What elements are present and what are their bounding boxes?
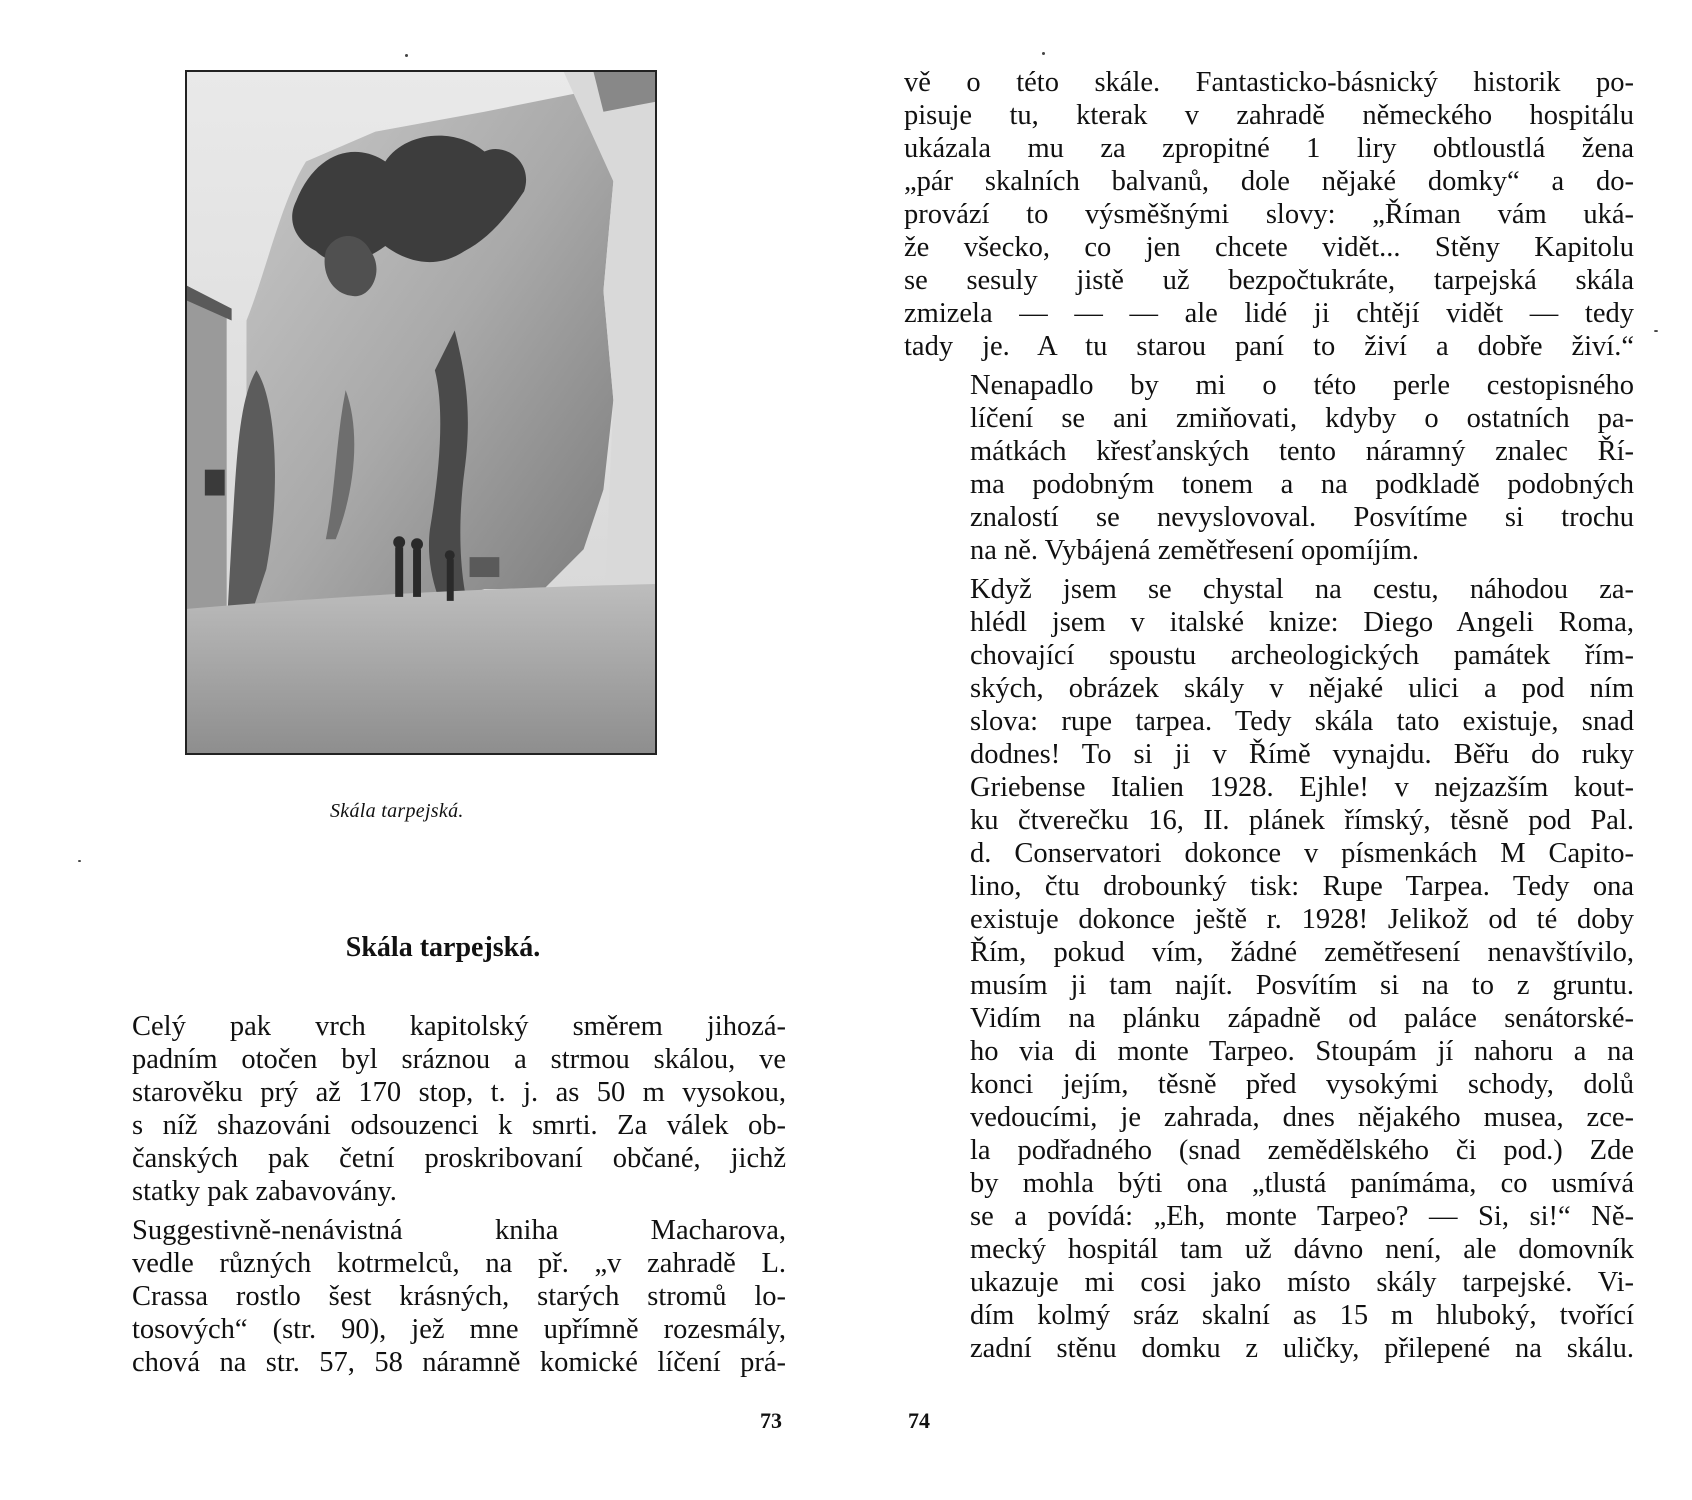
- text-line: chová na str. 57, 58 náramně komické líčení prá-: [132, 1347, 786, 1378]
- text-line: mátkách křesťanských tento náramný znalec Ří-: [970, 436, 1634, 467]
- text-line: tosových“ (str. 90), jež mne upřímně rozesmály,: [132, 1314, 786, 1345]
- text-line: Celý pak vrch kapitolský směrem jihozá-: [132, 1011, 786, 1042]
- text-line: lino, čtu drobounký tisk: Rupe Tarpea. Tedy ona: [970, 871, 1634, 902]
- text-line: slova: rupe tarpea. Tedy skála tato existuje, snad: [970, 706, 1634, 737]
- text-line: ma podobným tonem a na podkladě podobných: [970, 469, 1634, 500]
- paragraph: [66, 1214, 786, 1379]
- tarpeian-rock-image: [187, 72, 655, 753]
- text-line: starověku prý až 170 stop, t. j. as 50 m vysokou,: [132, 1077, 786, 1108]
- text-line: vedle různých kotrmelců, na př. „v zahradě L.: [132, 1248, 786, 1279]
- text-line: Vidím na plánku západně od paláce senátorské-: [970, 1003, 1634, 1034]
- photo-caption: Skála tarpejská.: [330, 800, 464, 822]
- text-line: ku čtverečku 16, II. plánek římský, těsně pod Pal.: [970, 805, 1634, 836]
- text-line: vě o této skále. Fantasticko-básnický historik po-: [904, 67, 1634, 98]
- print-speck: [1042, 52, 1045, 55]
- print-speck: [405, 54, 408, 57]
- text-line: zmizela — — — ale lidé ji chtějí vidět — tedy: [904, 298, 1634, 329]
- page-number: 74: [908, 1408, 930, 1433]
- section-heading: Skála tarpejská.: [345, 932, 541, 963]
- paragraph: [66, 1010, 786, 1208]
- text-line: provází to výsměšnými slovy: „Říman vám uká-: [904, 199, 1634, 230]
- text-line: konci jejím, těsně před vysokými schody, dolů: [970, 1069, 1634, 1100]
- page-number: 73: [760, 1408, 782, 1433]
- text-line: statky pak zabavovány.: [132, 1176, 397, 1207]
- text-line: vedoucími, je zahrada, dnes nějakého musea, zce-: [970, 1102, 1634, 1133]
- text-line: d. Conservatori dokonce v písmenkách M Capito-: [970, 838, 1634, 869]
- text-line: se sesuly jistě už bezpočtukráte, tarpejská skála: [904, 265, 1634, 296]
- right-page-body: [904, 66, 1634, 1365]
- text-line: Griebense Italien 1928. Ejhle! v nejzazším kout-: [970, 772, 1634, 803]
- text-line: zadní stěnu domku z uličky, přilepené na skálu.: [970, 1333, 1634, 1364]
- text-line: ukazuje mi cosi jako místo skály tarpejské. Vi-: [970, 1267, 1634, 1298]
- text-line: la podřadného (snad zemědělského či pod.) Zde: [970, 1135, 1634, 1166]
- paragraph: [904, 66, 1634, 363]
- right-page: [846, 0, 1692, 1500]
- text-line: Crassa rostlo šest krásných, starých stromů lo-: [132, 1281, 786, 1312]
- text-line: musím ji tam najít. Posvítím si na to z gruntu.: [970, 970, 1634, 1001]
- text-line: ských, obrázek skály v nějaké ulici a pod ním: [970, 673, 1634, 704]
- text-line: ho via di monte Tarpeo. Stoupám jí nahoru a na: [970, 1036, 1634, 1067]
- print-speck: [1654, 330, 1658, 332]
- text-line: čanských pak četní proskribovaní občané, jichž: [132, 1143, 786, 1174]
- text-line: se a povídá: „Eh, monte Tarpeo? — Si, si!“ Ně-: [970, 1201, 1634, 1232]
- left-page-body: [66, 1010, 786, 1379]
- text-line: dodnes! To si ji v Římě vynajdu. Běřu do ruky: [970, 739, 1634, 770]
- text-line: Nenapadlo by mi o této perle cestopisného: [970, 370, 1634, 401]
- text-line: mecký hospitál tam už dávno není, ale domovník: [970, 1234, 1634, 1265]
- text-line: padním otočen byl sráznou a strmou skálou, ve: [132, 1044, 786, 1075]
- text-line: líčení se ani zmiňovati, kdyby o ostatních pa-: [970, 403, 1634, 434]
- text-line: Řím, pokud vím, žádné zemětřesení nenavštívilo,: [970, 937, 1634, 968]
- text-line: že všecko, co jen chcete vidět... Stěny Kapitolu: [904, 232, 1634, 263]
- paragraph: [904, 369, 1634, 567]
- text-line: „pár skalních balvanů, dole nějaké domky“ a do-: [904, 166, 1634, 197]
- text-line: by mohla býti ona „tlustá panímáma, co usmívá: [970, 1168, 1634, 1199]
- print-speck: [78, 860, 81, 862]
- text-line: hlédl jsem v italské knize: Diego Angeli Roma,: [970, 607, 1634, 638]
- paragraph: [904, 573, 1634, 1365]
- text-line: chovající spoustu archeologických památek řím-: [970, 640, 1634, 671]
- rock-photograph: [185, 70, 657, 755]
- text-line: na ně. Vybájená zemětřesení opomíjím.: [970, 535, 1420, 566]
- text-line: ukázala mu za zpropitné 1 liry obtloustlá žena: [904, 133, 1634, 164]
- text-line: existuje dokonce ještě r. 1928! Jelikož od té doby: [970, 904, 1634, 935]
- text-line: tady je. A tu starou paní to živí a dobře živí.“: [904, 331, 1634, 362]
- text-line: s níž shazováni odsouzenci k smrti. Za válek ob-: [132, 1110, 786, 1141]
- text-line: Když jsem se chystal na cestu, náhodou za-: [970, 574, 1634, 605]
- text-line: Suggestivně-nenávistná kniha Macharova,: [132, 1215, 786, 1246]
- text-line: znalostí se nevyslovoval. Posvítíme si trochu: [970, 502, 1634, 533]
- text-line: dím kolmý sráz skalní as 15 m hluboký, tvořící: [970, 1300, 1634, 1331]
- text-line: pisuje tu, kterak v zahradě německého hospitálu: [904, 100, 1634, 131]
